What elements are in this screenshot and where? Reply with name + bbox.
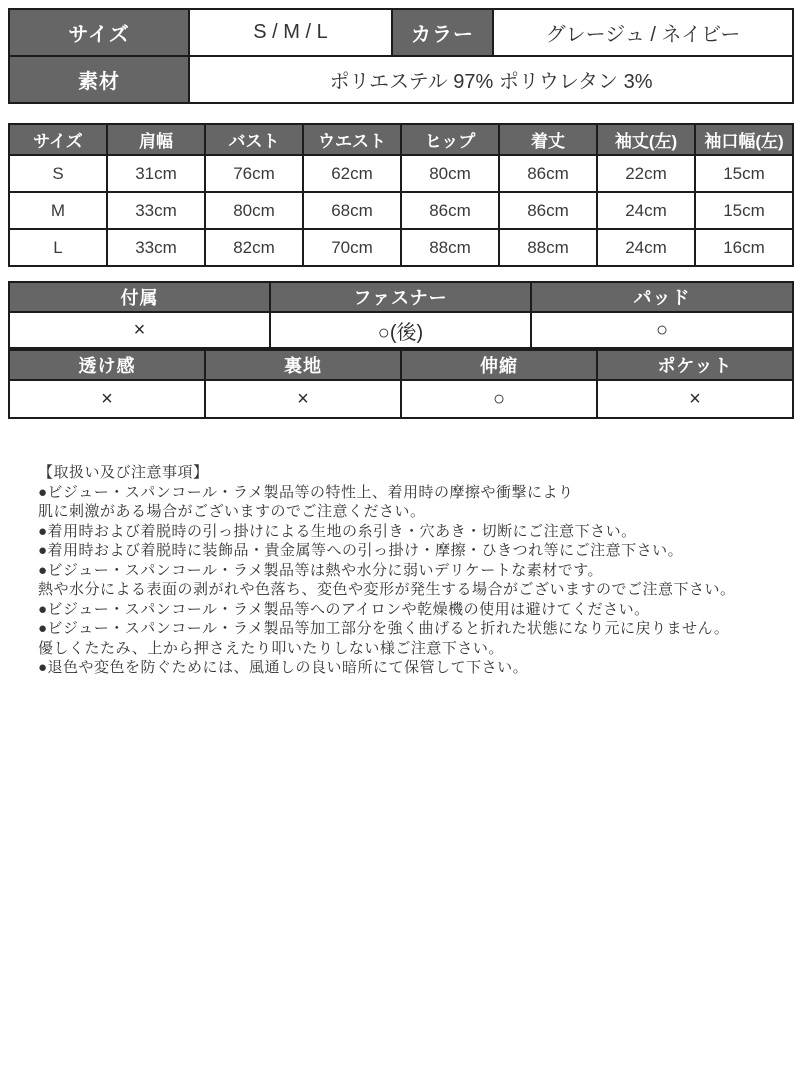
measurement-value-cell: 31cm bbox=[107, 155, 205, 192]
measurement-value-cell: 15cm bbox=[695, 155, 793, 192]
measurement-header-cell: 肩幅 bbox=[107, 124, 205, 155]
material-label-cell: 素材 bbox=[9, 56, 189, 103]
measurement-value-cell: S bbox=[9, 155, 107, 192]
measurement-value-cell: 86cm bbox=[499, 155, 597, 192]
summary-table bbox=[8, 8, 794, 104]
measurement-value-cell: M bbox=[9, 192, 107, 229]
feature-header-cell: ファスナー bbox=[270, 282, 531, 312]
summary-row-size-color bbox=[9, 9, 793, 56]
measurement-value-cell: 70cm bbox=[303, 229, 401, 266]
measurement-value-cell: 24cm bbox=[597, 229, 695, 266]
measurement-value-cell: 15cm bbox=[695, 192, 793, 229]
measurement-value-cell: 88cm bbox=[499, 229, 597, 266]
features1-value-row bbox=[9, 312, 793, 348]
features2-value-row bbox=[9, 380, 793, 418]
feature-value-cell: × bbox=[9, 312, 270, 348]
feature-header-cell: 裏地 bbox=[205, 350, 401, 380]
measurement-header-cell: 袖丈(左) bbox=[597, 124, 695, 155]
feature-header-cell: パッド bbox=[531, 282, 793, 312]
features1-header-row bbox=[9, 282, 793, 312]
color-value-cell: グレージュ / ネイビー bbox=[493, 9, 793, 56]
feature-value-cell: × bbox=[205, 380, 401, 418]
color-label-cell: カラー bbox=[392, 9, 493, 56]
measurement-value-cell: 24cm bbox=[597, 192, 695, 229]
care-note-line: 優しくたたみ、上から押さえたり叩いたりしない様ご注意下さい。 bbox=[38, 639, 504, 657]
measurement-header-cell: ヒップ bbox=[401, 124, 499, 155]
features-table-1 bbox=[8, 281, 794, 349]
measurement-value-cell: 80cm bbox=[205, 192, 303, 229]
features2-header-row bbox=[9, 350, 793, 380]
measurement-value-cell: 33cm bbox=[107, 192, 205, 229]
care-note-line: ●ビジュー・スパンコール・ラメ製品等へのアイロンや乾燥機の使用は避けてください。 bbox=[38, 600, 650, 618]
spacer bbox=[8, 104, 792, 123]
measurements-table bbox=[8, 123, 794, 267]
measurement-header-cell: バスト bbox=[205, 124, 303, 155]
measurement-value-cell: L bbox=[9, 229, 107, 266]
size-value-cell: S / M / L bbox=[189, 9, 392, 56]
size-label-cell: サイズ bbox=[9, 9, 189, 56]
feature-header-cell: 付属 bbox=[9, 282, 270, 312]
care-note-line: ●着用時および着脱時に装飾品・貴金属等への引っ掛け・摩擦・ひきつれ等にご注意下さい。 bbox=[38, 542, 684, 559]
feature-header-cell: 透け感 bbox=[9, 350, 205, 380]
measurement-value-cell: 82cm bbox=[205, 229, 303, 266]
measurement-value-cell: 62cm bbox=[303, 155, 401, 192]
material-value-cell: ポリエステル 97% ポリウレタン 3% bbox=[189, 56, 793, 103]
feature-value-cell: ○(後) bbox=[270, 312, 531, 348]
measurement-value-cell: 88cm bbox=[401, 229, 499, 266]
measurement-value-cell: 22cm bbox=[597, 155, 695, 192]
measurement-value-cell: 16cm bbox=[695, 229, 793, 266]
measurements-row-m bbox=[9, 192, 793, 229]
care-note-line: 肌に刺激がある場合がございますのでご注意ください。 bbox=[38, 503, 426, 520]
measurement-value-cell: 33cm bbox=[107, 229, 205, 266]
measurement-value-cell: 86cm bbox=[499, 192, 597, 229]
feature-value-cell: × bbox=[597, 380, 793, 418]
feature-header-cell: 伸縮 bbox=[401, 350, 597, 380]
care-note-line: 熱や水分による表面の剥がれや色落ち、変色や変形が発生する場合がございますのでご注意下さい。 bbox=[38, 581, 736, 598]
feature-value-cell: × bbox=[9, 380, 205, 418]
feature-value-cell: ○ bbox=[531, 312, 793, 348]
measurements-row-s bbox=[9, 155, 793, 192]
care-notes-title: 【取扱い及び注意事項】 bbox=[38, 464, 209, 481]
care-note-line: ●着用時および着脱時の引っ掛けによる生地の糸引き・穴あき・切断にご注意下さい。 bbox=[38, 522, 637, 540]
measurement-value-cell: 76cm bbox=[205, 155, 303, 192]
care-note-line: ●ビジュー・スパンコール・ラメ製品等は熱や水分に弱いデリケートな素材です。 bbox=[38, 561, 604, 579]
measurement-value-cell: 68cm bbox=[303, 192, 401, 229]
measurements-row-l bbox=[9, 229, 793, 266]
features-table-2 bbox=[8, 349, 794, 419]
measurement-value-cell: 80cm bbox=[401, 155, 499, 192]
feature-header-cell: ポケット bbox=[597, 350, 793, 380]
care-note-line: ●退色や変色を防ぐためには、風通しの良い暗所にて保管して下さい。 bbox=[38, 659, 529, 676]
measurements-header-row bbox=[9, 124, 793, 155]
measurement-value-cell: 86cm bbox=[401, 192, 499, 229]
measurement-header-cell: 着丈 bbox=[499, 124, 597, 155]
summary-row-material bbox=[9, 56, 793, 103]
feature-value-cell: ○ bbox=[401, 380, 597, 418]
measurement-header-cell: サイズ bbox=[9, 124, 107, 155]
care-note-line: ●ビジュー・スパンコール・ラメ製品等の特性上、着用時の摩擦や衝撃により bbox=[38, 483, 574, 501]
measurement-header-cell: ウエスト bbox=[303, 124, 401, 155]
spacer bbox=[8, 267, 792, 281]
care-notes bbox=[38, 463, 792, 678]
measurement-header-cell: 袖口幅(左) bbox=[695, 124, 793, 155]
care-note-line: ●ビジュー・スパンコール・ラメ製品等加工部分を強く曲げると折れた状態になり元に戻りません。 bbox=[38, 620, 730, 637]
